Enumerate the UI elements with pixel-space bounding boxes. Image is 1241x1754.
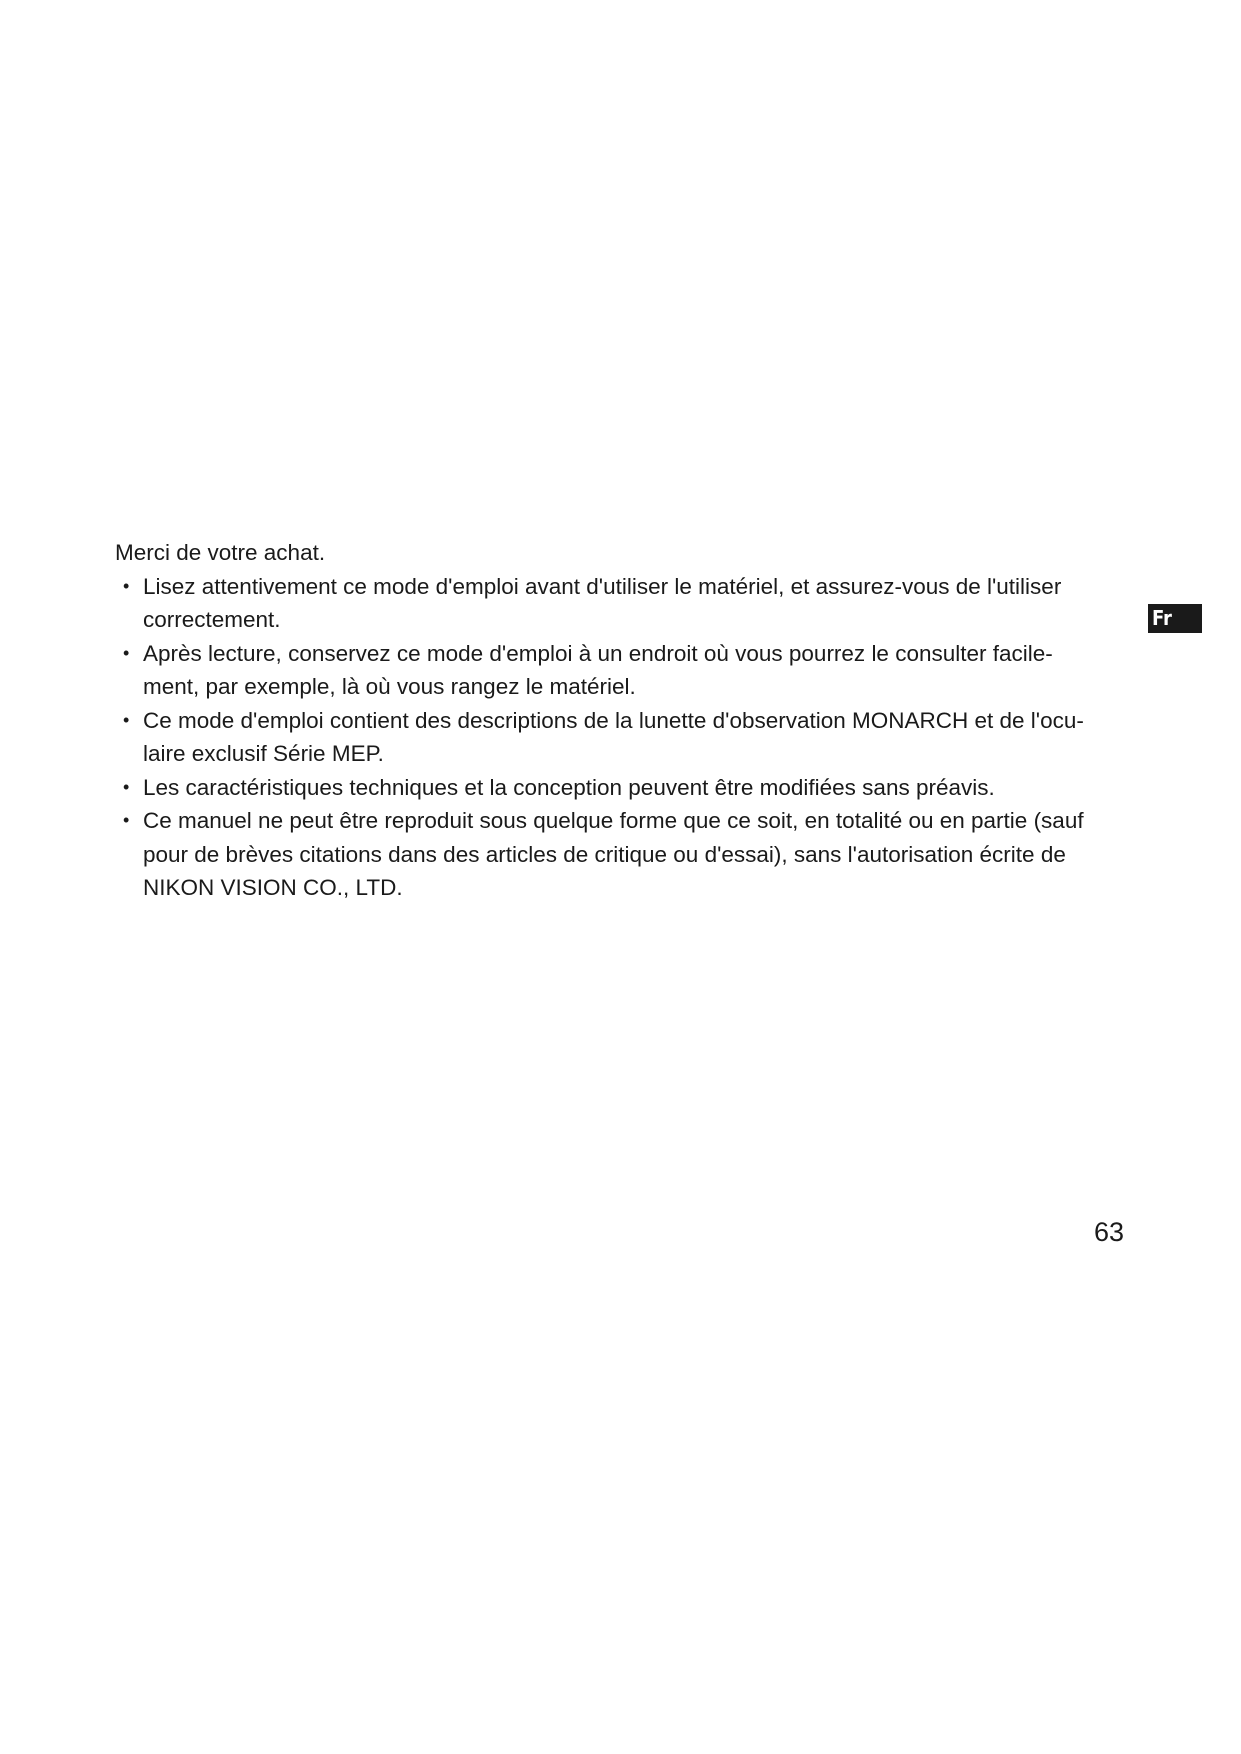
list-item-line: Ce manuel ne peut être reproduit sous quelque forme que ce soit, en totalité ou en partie (sauf xyxy=(143,808,1084,833)
list-item xyxy=(115,771,1135,805)
main-content xyxy=(115,536,1135,905)
intro-text: Merci de votre achat. xyxy=(115,540,326,565)
list-item-line: pour de brèves citations dans des articles de critique ou d'essai), sans l'autorisation écrite de xyxy=(143,841,1066,867)
list-item-line: laire exclusif Série MEP. xyxy=(143,741,384,766)
list-item xyxy=(115,804,1135,905)
list-item-line: Ce mode d'emploi contient des descriptions de la lunette d'observation MONARCH et de l'ocu- xyxy=(143,707,1084,733)
bullet-marker: • xyxy=(123,575,130,596)
bullet-marker: • xyxy=(123,810,130,830)
list-item-line: Lisez attentivement ce mode d'emploi avant d'utiliser le matériel, et assurez-vous de l'utiliser xyxy=(143,573,1062,599)
bullet-marker: • xyxy=(123,709,130,730)
list-item-line: Les caractéristiques techniques et la conception peuvent être modifiées sans préavis. xyxy=(143,774,995,800)
language-tab: Fr xyxy=(1148,604,1202,633)
list-item xyxy=(115,704,1135,771)
list-item-line: ment, par exemple, là où vous rangez le matériel. xyxy=(143,674,636,699)
page-number: 63 xyxy=(1094,1217,1125,1247)
bullet-marker: • xyxy=(123,642,130,663)
list-item-line: Après lecture, conservez ce mode d'emploi à un endroit où vous pourrez le consulter facile- xyxy=(143,640,1053,666)
bullet-list xyxy=(115,570,1135,905)
list-item xyxy=(115,570,1135,637)
list-item-line: NIKON VISION CO., LTD. xyxy=(143,875,403,900)
bullet-marker: • xyxy=(123,776,130,797)
list-item xyxy=(115,637,1135,704)
list-item-line: correctement. xyxy=(143,607,281,632)
